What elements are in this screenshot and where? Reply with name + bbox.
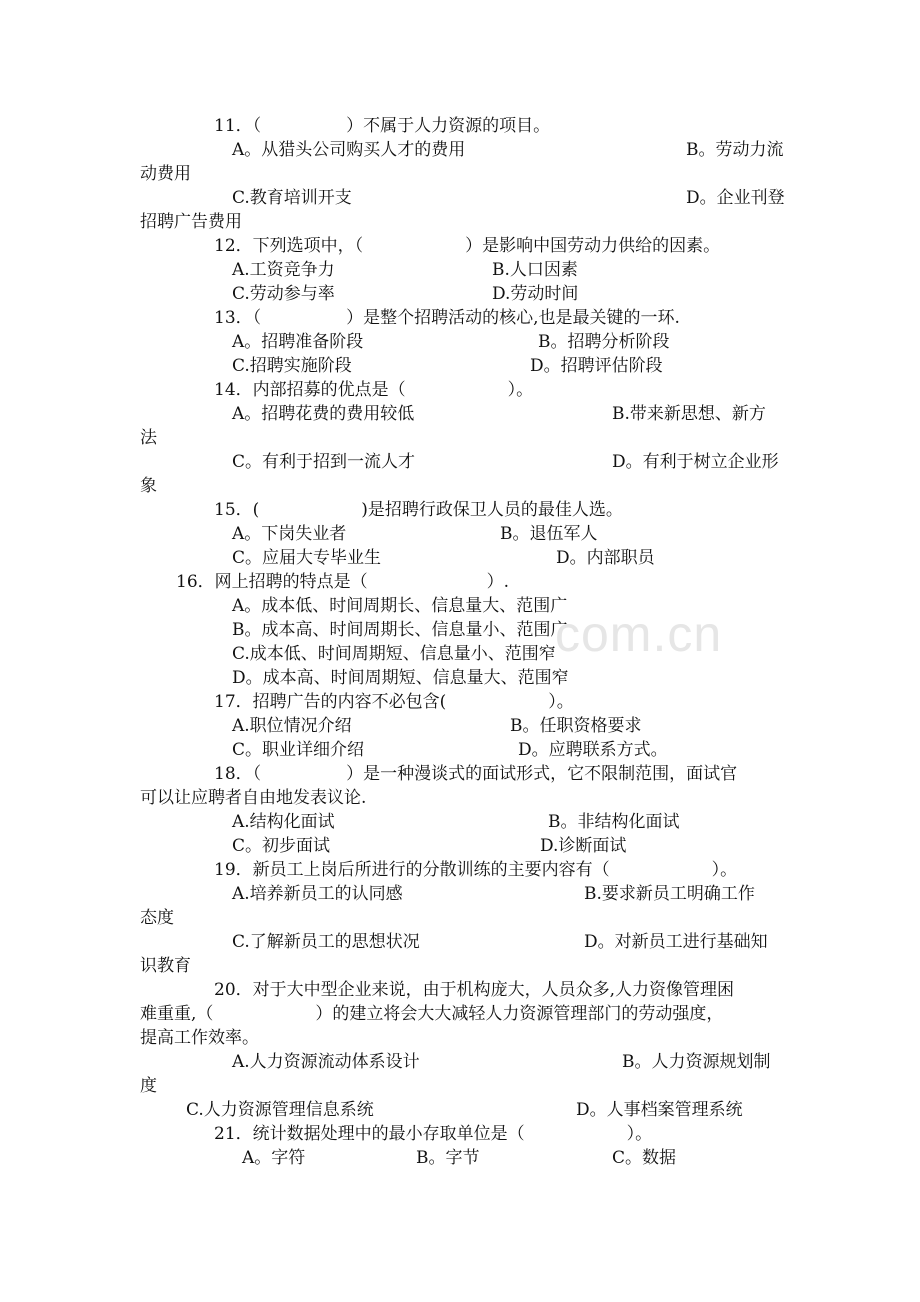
option-b-continued: 动费用 [140, 164, 191, 184]
question-20: 20．对于大中型企业来说，由于机构庞大，人员众多,人力资像管理困 [214, 980, 735, 1000]
question-16: 16．网上招聘的特点是（ ）. [176, 572, 510, 592]
option-d: D。人事档案管理系统 [576, 1100, 743, 1120]
option-b: B。任职资格要求 [510, 716, 642, 736]
option-c: C.成本低、时间周期短、信息量小、范围窄 [232, 644, 556, 664]
option-b: B。招聘分析阶段 [538, 332, 670, 352]
option-b: B。劳动力流 [686, 140, 784, 160]
option-d: D。企业刊登 [686, 188, 785, 208]
question-15: 15．( )是招聘行政保卫人员的最佳人选。 [214, 500, 623, 520]
option-a: A。字符 [242, 1148, 306, 1168]
option-d: D。对新员工进行基础知 [584, 932, 768, 952]
option-b-continued: 法 [140, 428, 157, 448]
option-a: A。成本低、时间周期长、信息量大、范围广 [232, 596, 568, 616]
option-a: A.结构化面试 [232, 812, 335, 832]
option-d: D。内部职员 [556, 548, 655, 568]
option-c: C.教育培训开支 [232, 188, 352, 208]
option-b-continued: 态度 [140, 908, 174, 928]
option-c: C.招聘实施阶段 [232, 356, 352, 376]
option-d: D。招聘评估阶段 [530, 356, 663, 376]
option-a: A。招聘准备阶段 [232, 332, 364, 352]
question-12: 12．下列选项中，（ ）是影响中国劳动力供给的因素。 [214, 236, 721, 256]
option-b: B.带来新思想、新方 [612, 404, 766, 424]
option-d: D.诊断面试 [540, 836, 627, 856]
question-20-continued: 提高工作效率。 [140, 1028, 259, 1048]
option-b: B。字节 [416, 1148, 480, 1168]
question-20-continued: 难重重,（ ）的建立将会大大减轻人力资源管理部门的劳动强度， [140, 1004, 724, 1024]
option-a: A.职位情况介绍 [232, 716, 352, 736]
option-a: A.人力资源流动体系设计 [232, 1052, 420, 1072]
question-18-continued: 可以让应聘者自由地发表议论. [140, 788, 367, 808]
question-21: 21．统计数据处理中的最小存取单位是（ ）。 [214, 1124, 653, 1144]
option-c: C。数据 [612, 1148, 677, 1168]
option-d: D.劳动时间 [492, 284, 579, 304]
option-c: C.了解新员工的思想状况 [232, 932, 420, 952]
option-a: A.工资竞争力 [232, 260, 335, 280]
option-c: C.劳动参与率 [232, 284, 335, 304]
option-d-continued: 识教育 [140, 956, 191, 976]
option-a: A。招聘花费的费用较低 [232, 404, 415, 424]
option-d-continued: 招聘广告费用 [140, 212, 242, 232]
option-c: C.人力资源管理信息系统 [186, 1100, 374, 1120]
option-d: D。成本高、时间周期短、信息量大、范围窄 [232, 668, 569, 688]
option-b: B。成本高、时间周期长、信息量小、范围广 [232, 620, 568, 640]
option-c: C。有利于招到一流人才 [232, 452, 416, 472]
option-b: B。退伍军人 [500, 524, 598, 544]
option-a: A。下岗失业者 [232, 524, 347, 544]
option-d: D。有利于树立企业形 [612, 452, 779, 472]
option-c: C。应届大专毕业生 [232, 548, 382, 568]
option-b: B。非结构化面试 [548, 812, 680, 832]
question-19: 19．新员工上岗后所进行的分散训练的主要内容有（ ）。 [214, 860, 738, 880]
question-14: 14．内部招募的优点是（ ）。 [214, 380, 534, 400]
option-b: B.要求新员工明确工作 [584, 884, 755, 904]
option-b-continued: 度 [140, 1076, 157, 1096]
question-17: 17．招聘广告的内容不必包含( ）。 [214, 692, 574, 712]
option-c: C。职业详细介绍 [232, 740, 365, 760]
option-d: D。应聘联系方式。 [518, 740, 668, 760]
option-a: A.培养新员工的认同感 [232, 884, 403, 904]
option-d-continued: 象 [140, 476, 157, 496]
question-18: 18．（ ）是一种漫谈式的面试形式，它不限制范围，面试官 [214, 764, 738, 784]
option-b: B。人力资源规划制 [622, 1052, 771, 1072]
option-c: C。初步面试 [232, 836, 331, 856]
question-11: 11．（ ）不属于人力资源的项目。 [214, 116, 551, 136]
option-a: A。从猎头公司购买人才的费用 [232, 140, 466, 160]
watermark: com.cn [555, 606, 723, 662]
option-b: B.人口因素 [492, 260, 578, 280]
question-13: 13．（ ）是整个招聘活动的核心,也是最关键的一环. [214, 308, 680, 328]
